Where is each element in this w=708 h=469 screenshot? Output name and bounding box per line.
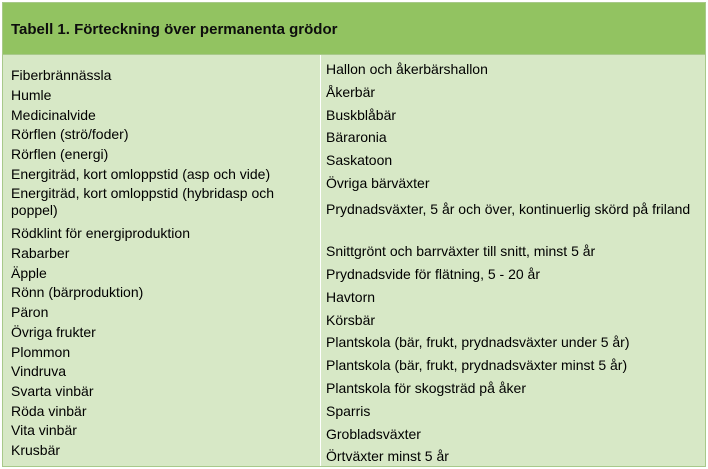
list-item: Plantskola (bär, frukt, prydnadsväxter under 5 år) <box>326 334 630 350</box>
list-item: Åkerbär <box>326 84 376 100</box>
list-item: Saskatoon <box>326 152 393 168</box>
right-column <box>321 55 707 466</box>
list-item: Rörflen (energi) <box>11 146 109 162</box>
list-item: Energiträd, kort omloppstid (hybridasp och poppel) <box>11 185 275 218</box>
list-item: Hallon och åkerbärshallon <box>326 61 488 77</box>
list-item: Energiträd, kort omloppstid (asp och vide) <box>11 166 271 182</box>
list-item: Övriga bärväxter <box>326 175 430 191</box>
list-item: Svarta vinbär <box>11 383 94 399</box>
list-item: Örtväxter minst 5 år <box>326 448 449 464</box>
list-item: Rödklint för energiproduktion <box>11 225 190 241</box>
list-item: Vindruva <box>11 363 67 379</box>
table-header <box>2 2 706 55</box>
list-item: Vita vinbär <box>11 422 77 438</box>
list-item: Röda vinbär <box>11 403 87 419</box>
list-item: Rönn (bärproduktion) <box>11 284 144 300</box>
list-item: Rabarber <box>11 245 70 261</box>
left-column <box>3 55 321 466</box>
list-item: Snittgrönt och barrväxter till snitt, minst 5 år <box>326 243 596 259</box>
list-item: Sparris <box>326 403 371 419</box>
list-item: Krusbär <box>11 442 61 458</box>
list-item: Medicinalvide <box>11 107 96 123</box>
list-item: Körsbär <box>326 312 376 328</box>
list-item: Rörflen (strö/foder) <box>11 126 129 142</box>
list-item: Päron <box>11 304 49 320</box>
list-item: Bäraronia <box>326 129 387 145</box>
table-body <box>2 55 706 467</box>
list-item: Prydnadsvide för flätning, 5 - 20 år <box>326 266 541 282</box>
list-item: Humle <box>11 87 52 103</box>
list-item: Äpple <box>11 265 47 281</box>
list-item: Plantskola (bär, frukt, prydnadsväxter minst 5 år) <box>326 357 628 373</box>
list-item: Plommon <box>11 344 71 360</box>
crop-table <box>2 2 706 467</box>
list-item: Buskblåbär <box>326 107 397 123</box>
list-item: Fiberbrännässla <box>11 67 112 83</box>
list-item: Plantskola för skogsträd på åker <box>326 380 526 396</box>
list-item: Prydnadsväxter, 5 år och över, kontinuerlig skörd på friland <box>326 201 691 217</box>
list-item: Grobladsväxter <box>326 426 421 442</box>
table-title: Tabell 1. Förteckning över permanenta grödor <box>11 21 338 38</box>
list-item: Havtorn <box>326 289 376 305</box>
list-item: Övriga frukter <box>11 324 96 340</box>
